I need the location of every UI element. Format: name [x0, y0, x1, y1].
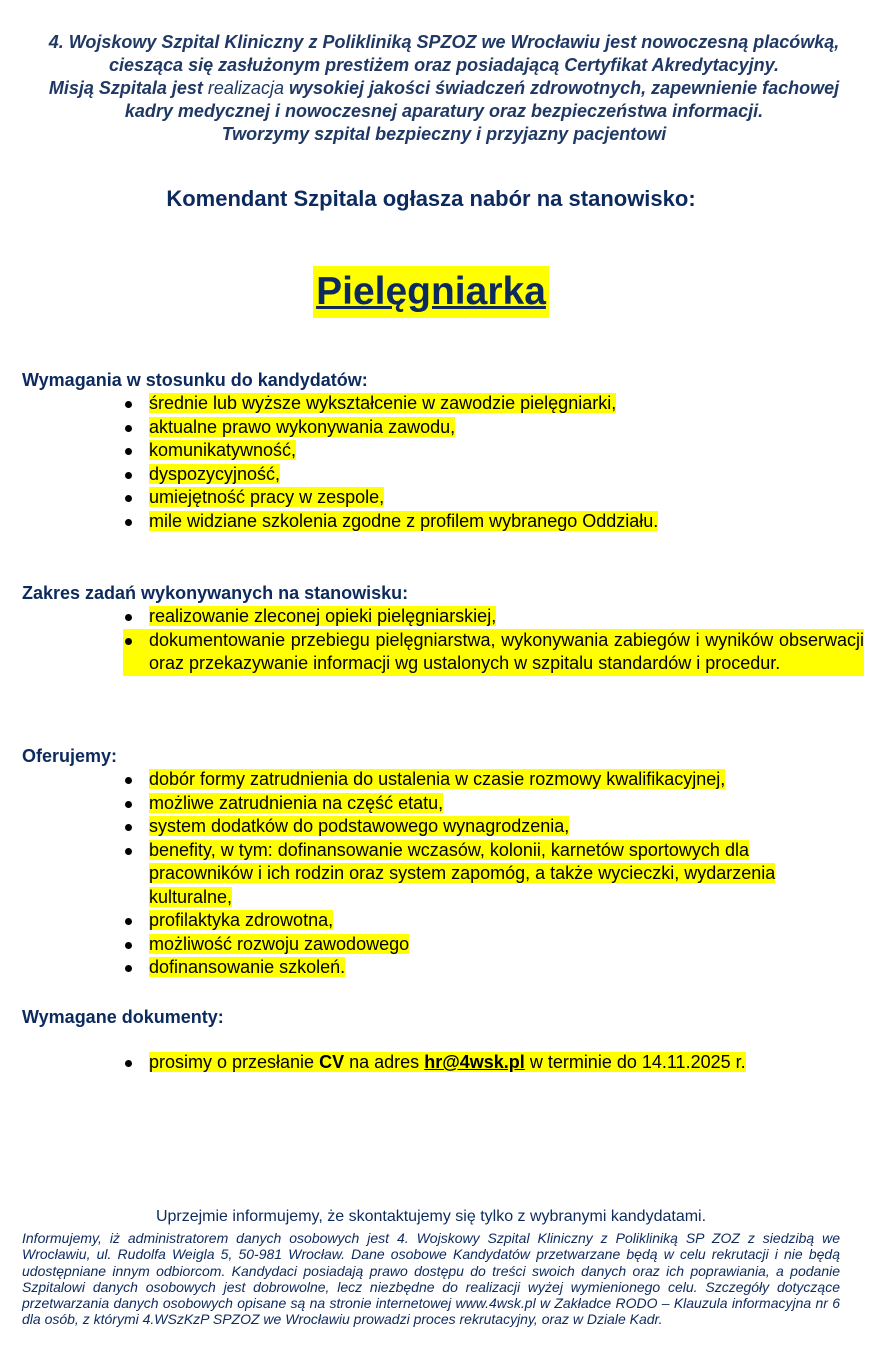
requirements-heading: Wymagania w stosunku do kandydatów: — [22, 370, 368, 390]
mission-part-c: wysokiej jakości świadczeń zdrowotnych, zapewnienie fachowej kadry medycznej i nowoczesnej aparatury oraz bezpieczeństwa informacji. — [124, 78, 840, 121]
list-item: aktualne prawo wykonywania zawodu, — [123, 416, 852, 440]
announcement-heading: Komendant Szpitala ogłasza nabór na stanowisko: — [166, 186, 696, 211]
list-item: profilaktyka zdrowotna, — [123, 909, 852, 933]
list-item: możliwość rozwoju zawodowego — [123, 933, 852, 957]
list-item: mile widziane szkolenia zgodne z profilem wybranego Oddziału. — [123, 510, 852, 534]
documents-heading: Wymagane dokumenty: — [22, 1007, 224, 1027]
job-title: Pielęgniarka — [313, 266, 549, 318]
docs-cv: CV — [319, 1052, 345, 1072]
offer-list — [22, 768, 852, 980]
intro-line-1: 4. Wojskowy Szpital Kliniczny z Polikliniką SPZOZ we Wrocławiu jest nowoczesną placówką, ciesząca się zasłużonym prestiżem oraz posiadającą Certyfikat Akredytacyjny. — [48, 32, 840, 75]
duties-section — [22, 582, 864, 676]
contact-note: Uprzejmie informujemy, że skontaktujemy się tylko z wybranymi kandydatami. — [155, 1208, 707, 1225]
mission-part-b: realizacja — [207, 78, 284, 98]
documents-list — [22, 1051, 852, 1075]
list-item: dokumentowanie przebiegu pielęgniarstwa, wykonywania zabiegów i wyników obserwacji oraz przekazywanie informacji wg ustalonych w szpitalu standardów i procedur. — [123, 629, 864, 676]
list-item: komunikatywność, — [123, 439, 852, 463]
list-item: system dodatków do podstawowego wynagrodzenia, — [123, 815, 852, 839]
intro-line-3: Tworzymy szpital bezpieczny i przyjazny pacjentowi — [221, 124, 667, 144]
hospital-intro — [28, 31, 860, 146]
requirements-list — [22, 392, 852, 533]
requirements-section — [22, 369, 852, 533]
list-item: średnie lub wyższe wykształcenie w zawodzie pielęgniarki, — [123, 392, 852, 416]
gdpr-clause: Informujemy, iż administratorem danych osobowych jest 4. Wojskowy Szpital Kliniczny z Polikliniką SP ZOZ z siedzibą we Wrocławiu, ul. Rudolfa Weigla 5, 50-981 Wrocław. Dane osobowe Kandydatów przetwarzane będą w celu rekrutacji i nie będą udostępniane innym odbiorcom. Kandydaci posiadają prawo dostępu do treści swoich danych oraz ich poprawiania, a podanie Szpitalowi danych osobowych jest dobrowolne, lecz niezbędne do realizacji wyżej wymienionego celu. Szczegóły dotyczące przetwarzania danych osobowych opisane są na stronie internetowej www.4wsk.pl w Zakładce RODO – Klauzula informacyjna nr 6 dla osób, z którymi 4.WSzKzP SPZOZ we Wrocławiu prowadzi proces rekrutacyjny, oraz w Dziale Kadr. — [22, 1230, 840, 1328]
job-title-wrap — [0, 266, 862, 318]
docs-text-a: prosimy o przesłanie — [149, 1052, 315, 1072]
documents-section — [22, 1006, 852, 1075]
list-item — [123, 1051, 852, 1075]
list-item: dobór formy zatrudnienia do ustalenia w czasie rozmowy kwalifikacyjnej, — [123, 768, 852, 792]
list-item: realizowanie zleconej opieki pielęgniarskiej, — [123, 605, 852, 629]
offer-section — [22, 745, 852, 980]
docs-text-c: w terminie do 14.11.2025 r. — [529, 1052, 746, 1072]
duties-list — [22, 605, 864, 676]
list-item: umiejętność pracy w zespole, — [123, 486, 852, 510]
duties-heading: Zakres zadań wykonywanych na stanowisku: — [22, 583, 409, 603]
email-link[interactable]: hr@4wsk.pl — [424, 1052, 525, 1072]
intro-mission — [28, 77, 860, 123]
offer-heading: Oferujemy: — [22, 746, 118, 766]
list-item: benefity, w tym: dofinansowanie wczasów, kolonii, karnetów sportowych dla pracowników i ich rodzin oraz system zapomóg, a także wycieczki, wydarzenia kulturalne, — [123, 839, 819, 910]
docs-text-b: na adres — [349, 1052, 420, 1072]
list-item: dyspozycyjność, — [123, 463, 852, 487]
list-item: możliwe zatrudnienia na część etatu, — [123, 792, 852, 816]
mission-part-a: Misją Szpitala jest — [48, 78, 203, 98]
list-item: dofinansowanie szkoleń. — [123, 956, 852, 980]
